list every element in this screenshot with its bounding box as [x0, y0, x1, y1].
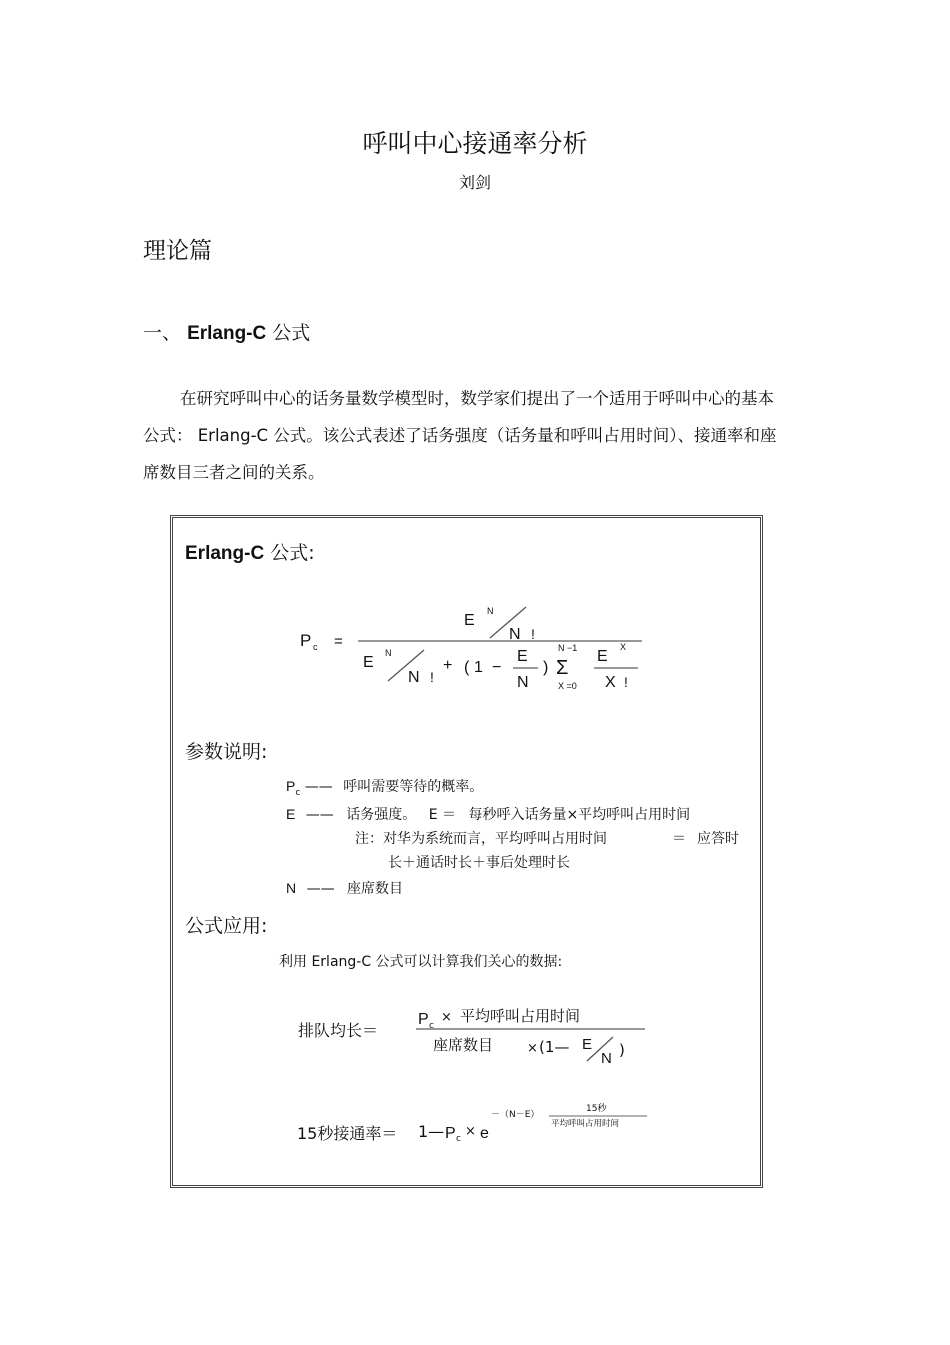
- queue-den-close: ): [619, 1041, 625, 1059]
- queue-den-paren: (1—: [539, 1038, 570, 1056]
- param-pc-sub: c: [295, 787, 301, 798]
- den-lparen: (: [464, 659, 470, 676]
- inner-E: E: [517, 648, 528, 665]
- sigma: Σ: [556, 657, 569, 679]
- formula-pc: P: [300, 631, 312, 650]
- formula-eq: =: [334, 633, 343, 650]
- param-e-symbol: E: [286, 806, 296, 822]
- sum-upper: N −1: [558, 643, 578, 653]
- term-E: E: [597, 648, 608, 665]
- queue-den-E: E: [582, 1036, 593, 1053]
- param-n-symbol: N: [286, 880, 297, 896]
- note-line1-end: 应答时: [697, 831, 739, 847]
- queue-num-times: ×: [441, 1010, 452, 1025]
- queue-label: 排队均长＝: [298, 1021, 379, 1040]
- intro-paragraph: 在研究呼叫中心的话务量数学模型时，数学家们提出了一个适用于呼叫中心的基本公式： Erlang-C 公式。该公式表述了话务强度（话务量和呼叫占用时间）、接通率和座席数目三者之间的关系。: [143, 389, 777, 482]
- param-e-eq: E ＝: [428, 807, 456, 823]
- term-fact: !: [624, 674, 628, 690]
- section-heading: 理论篇: [143, 238, 212, 264]
- note-eq: ＝: [672, 831, 686, 847]
- rate-exp-den: 平均呼叫占用时间: [551, 1119, 620, 1129]
- num-E: E: [464, 612, 475, 629]
- param-n-dash: ——: [306, 881, 335, 897]
- param-pc-symbol: P: [286, 778, 296, 794]
- param-pc-dash: ——: [304, 779, 333, 795]
- param-e-desc: 话务强度。: [346, 807, 417, 823]
- num-N: N: [509, 626, 521, 643]
- param-n-desc: 座席数目: [347, 881, 404, 897]
- queue-num-sub: c: [429, 1021, 434, 1031]
- box-title-name: Erlang-C: [185, 543, 265, 564]
- param-e-formula: 每秒呼入话务量×平均呼叫占用时间: [468, 807, 691, 823]
- inner-N: N: [517, 674, 529, 691]
- queue-den-N: N: [601, 1050, 612, 1067]
- rate-exp-prefix: －（N－E）: [491, 1110, 540, 1120]
- den-one: 1: [474, 659, 483, 676]
- heading-suffix: 公式: [272, 322, 311, 344]
- rate-times: ×: [465, 1124, 476, 1139]
- note-line1: 注：对华为系统而言，平均呼叫占用时间: [355, 831, 607, 847]
- den-rparen: ): [543, 659, 549, 676]
- num-fact: !: [531, 626, 535, 642]
- den-N: N: [408, 669, 420, 686]
- den-plus: +: [443, 657, 453, 674]
- apply-intro: 利用 Erlang-C 公式可以计算我们关心的数据:: [279, 954, 563, 970]
- rate-e: e: [480, 1125, 489, 1142]
- params-heading: 参数说明:: [185, 741, 268, 763]
- num-N-exp: N: [487, 606, 494, 616]
- param-e-dash: ——: [305, 807, 334, 823]
- formula-pc-sub: c: [313, 642, 318, 652]
- rate-exp-num: 15秒: [586, 1104, 607, 1114]
- term-X: X: [605, 674, 616, 691]
- term-X-exp: X: [620, 642, 627, 652]
- den-E: E: [363, 654, 374, 671]
- rate-sub: c: [456, 1134, 461, 1144]
- queue-den-times: ×: [527, 1041, 538, 1056]
- rate-label: 15秒接通率＝: [297, 1124, 398, 1143]
- heading-number: 一、: [143, 322, 182, 344]
- den-fact: !: [430, 669, 434, 685]
- rate-p: P: [445, 1125, 456, 1142]
- document-title: 呼叫中心接通率分析: [362, 129, 588, 158]
- den-N-exp: N: [385, 648, 392, 658]
- queue-num-p: P: [418, 1011, 429, 1028]
- queue-num-text: 平均呼叫占用时间: [460, 1007, 581, 1025]
- apply-heading: 公式应用:: [185, 915, 268, 937]
- rate-one-minus: 1—: [418, 1122, 445, 1141]
- heading-name: Erlang-C: [187, 323, 267, 344]
- sum-lower: X =0: [558, 681, 577, 691]
- author: 刘剑: [458, 173, 491, 192]
- box-title-suffix: 公式:: [270, 542, 315, 564]
- note-line2: 长＋通话时长＋事后处理时长: [388, 855, 570, 871]
- param-pc-desc: 呼叫需要等待的概率。: [343, 779, 484, 795]
- den-minus: −: [492, 659, 502, 676]
- queue-den-text: 座席数目: [433, 1036, 494, 1054]
